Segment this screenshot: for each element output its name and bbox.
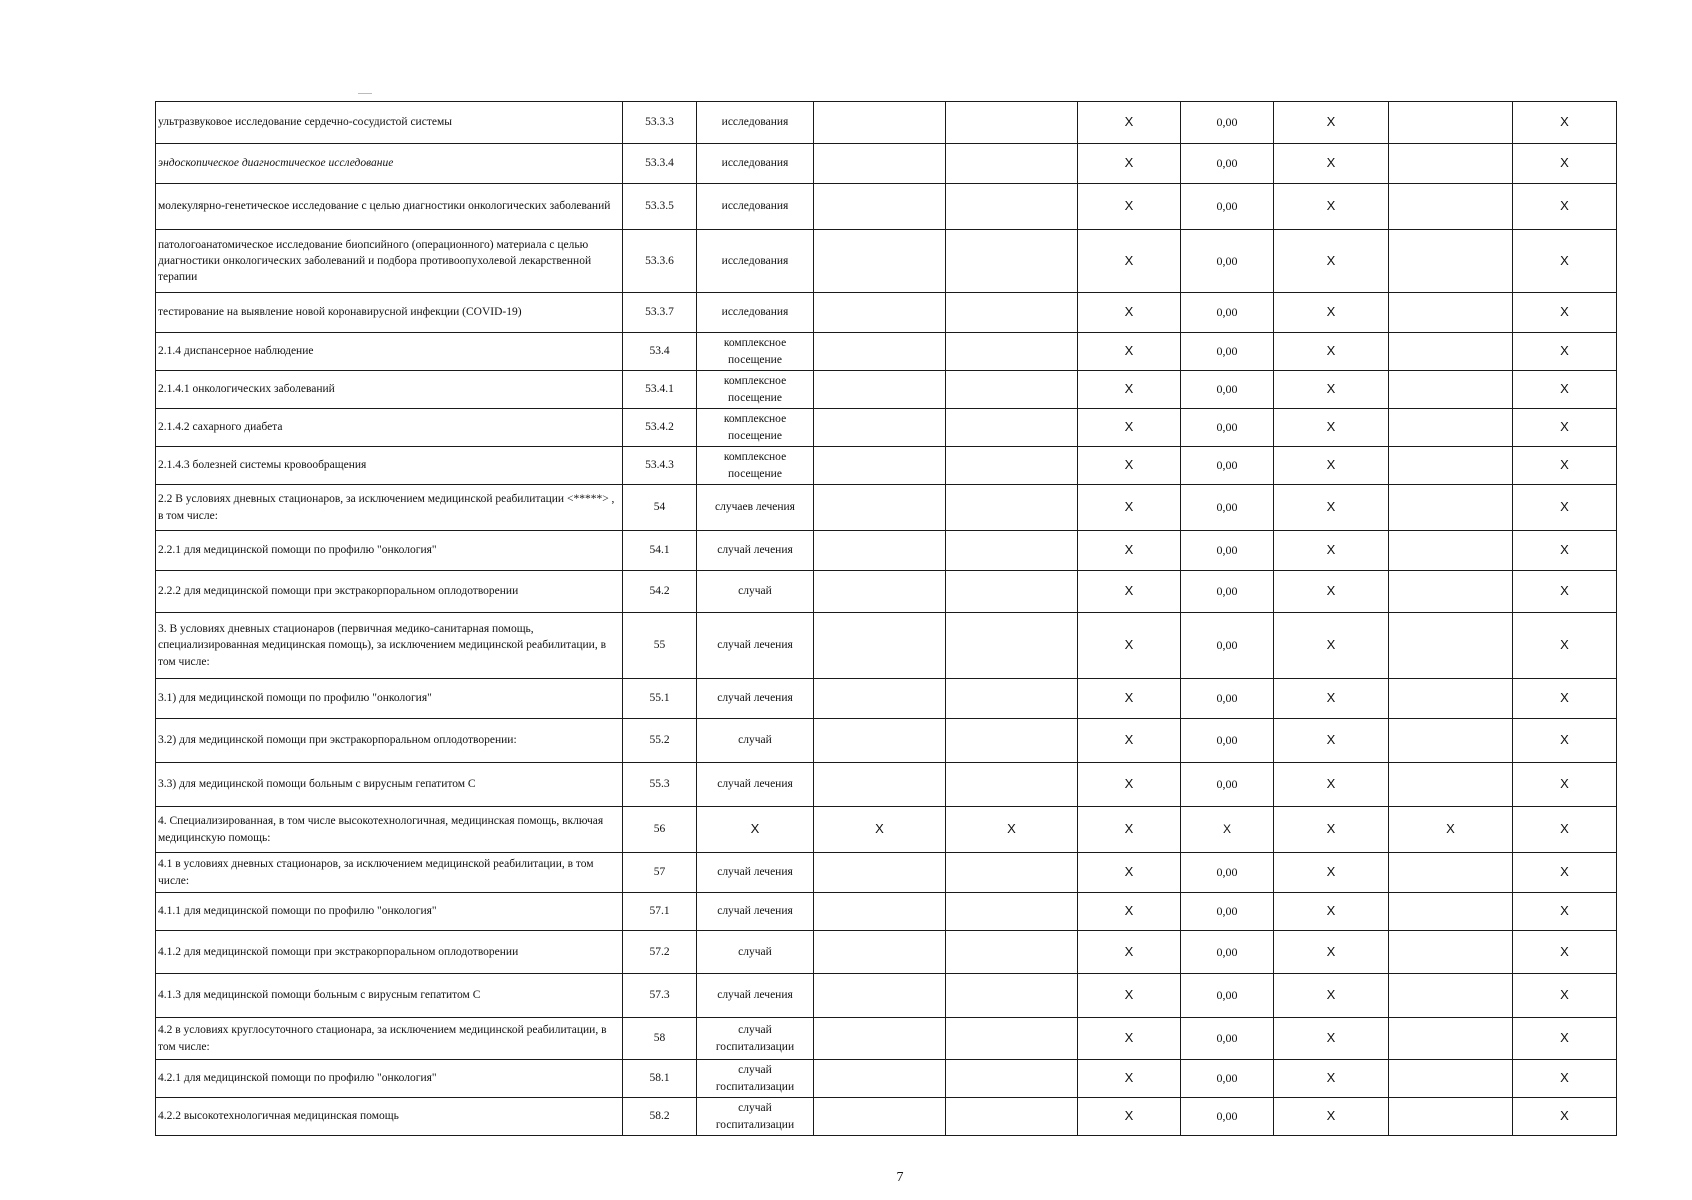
- row-col-5: X: [1274, 293, 1389, 333]
- row-col-5: X: [1274, 333, 1389, 371]
- row-col-4: X: [1181, 807, 1274, 853]
- row-col-6: [1389, 1018, 1513, 1060]
- row-unit: исследования: [697, 144, 814, 184]
- table-row: [156, 1018, 1617, 1060]
- row-col-6: [1389, 763, 1513, 807]
- row-unit: исследования: [697, 184, 814, 230]
- row-col-3: X: [1078, 807, 1181, 853]
- row-col-2: [946, 485, 1078, 531]
- row-code: 57: [623, 853, 697, 893]
- row-col-3: X: [1078, 230, 1181, 293]
- row-col-7: X: [1513, 763, 1617, 807]
- row-unit: комплексное посещение: [697, 333, 814, 371]
- row-col-5: X: [1274, 1018, 1389, 1060]
- row-col-5: X: [1274, 931, 1389, 974]
- row-name: 3.1) для медицинской помощи по профилю "онкология": [156, 679, 623, 719]
- row-col-5: X: [1274, 853, 1389, 893]
- row-col-7: X: [1513, 613, 1617, 679]
- row-col-5: X: [1274, 807, 1389, 853]
- row-col-1: [814, 447, 946, 485]
- row-col-2: X: [946, 807, 1078, 853]
- row-name: молекулярно-генетическое исследование с целью диагностики онкологических заболеваний: [156, 184, 623, 230]
- row-unit: исследования: [697, 230, 814, 293]
- row-col-2: [946, 531, 1078, 571]
- page-number: 7: [896, 1170, 904, 1185]
- row-col-7: X: [1513, 184, 1617, 230]
- row-col-3: X: [1078, 447, 1181, 485]
- row-name: патологоанатомическое исследование биопсийного (операционного) материала с целью диагностики онкологических заболеваний и подбора противоопухолевой лекарственной терапии: [156, 230, 623, 293]
- row-col-1: [814, 974, 946, 1018]
- row-col-2: [946, 230, 1078, 293]
- row-unit: исследования: [697, 102, 814, 144]
- row-col-5: X: [1274, 719, 1389, 763]
- row-col-4: 0,00: [1181, 230, 1274, 293]
- row-col-2: [946, 719, 1078, 763]
- row-col-7: X: [1513, 485, 1617, 531]
- row-col-3: X: [1078, 1060, 1181, 1098]
- row-col-7: X: [1513, 333, 1617, 371]
- row-col-2: [946, 293, 1078, 333]
- row-col-5: X: [1274, 1060, 1389, 1098]
- row-col-3: X: [1078, 1018, 1181, 1060]
- row-col-7: X: [1513, 447, 1617, 485]
- row-name: 4.2 в условиях круглосуточного стационара, за исключением медицинской реабилитации, в том числе:: [156, 1018, 623, 1060]
- row-col-3: X: [1078, 853, 1181, 893]
- row-col-2: [946, 184, 1078, 230]
- row-col-3: X: [1078, 931, 1181, 974]
- row-col-3: X: [1078, 763, 1181, 807]
- row-unit: случай лечения: [697, 974, 814, 1018]
- row-col-6: [1389, 485, 1513, 531]
- row-col-3: X: [1078, 613, 1181, 679]
- row-col-4: 0,00: [1181, 763, 1274, 807]
- row-col-4: 0,00: [1181, 571, 1274, 613]
- row-col-6: [1389, 184, 1513, 230]
- row-unit: комплексное посещение: [697, 409, 814, 447]
- row-name: эндоскопическое диагностическое исследование: [156, 144, 623, 184]
- row-col-6: [1389, 230, 1513, 293]
- row-unit: случай лечения: [697, 531, 814, 571]
- row-col-1: [814, 531, 946, 571]
- table-row: [156, 807, 1617, 853]
- row-col-1: [814, 679, 946, 719]
- row-col-3: X: [1078, 485, 1181, 531]
- row-code: 53.4: [623, 333, 697, 371]
- table-row: [156, 102, 1617, 144]
- row-unit: случай: [697, 719, 814, 763]
- row-col-3: X: [1078, 184, 1181, 230]
- row-col-5: X: [1274, 974, 1389, 1018]
- row-col-1: [814, 719, 946, 763]
- row-col-6: [1389, 571, 1513, 613]
- row-col-7: X: [1513, 409, 1617, 447]
- row-name: 2.2 В условиях дневных стационаров, за исключением медицинской реабилитации <*****> , в том числе:: [156, 485, 623, 531]
- row-name: 2.1.4 диспансерное наблюдение: [156, 333, 623, 371]
- row-unit: комплексное посещение: [697, 447, 814, 485]
- row-col-4: 0,00: [1181, 931, 1274, 974]
- row-col-7: X: [1513, 531, 1617, 571]
- row-col-5: X: [1274, 102, 1389, 144]
- row-col-6: [1389, 1060, 1513, 1098]
- row-name: 4. Специализированная, в том числе высокотехнологичная, медицинская помощь, включая медицинскую помощь:: [156, 807, 623, 853]
- row-col-5: X: [1274, 371, 1389, 409]
- row-col-1: X: [814, 807, 946, 853]
- row-col-2: [946, 679, 1078, 719]
- row-code: 53.3.6: [623, 230, 697, 293]
- row-col-2: [946, 974, 1078, 1018]
- row-col-6: [1389, 102, 1513, 144]
- row-col-3: X: [1078, 371, 1181, 409]
- row-col-6: [1389, 893, 1513, 931]
- row-code: 55.3: [623, 763, 697, 807]
- row-col-1: [814, 293, 946, 333]
- row-name: 2.1.4.1 онкологических заболеваний: [156, 371, 623, 409]
- row-name: 3.3) для медицинской помощи больным с вирусным гепатитом С: [156, 763, 623, 807]
- row-col-5: X: [1274, 184, 1389, 230]
- row-name: 3. В условиях дневных стационаров (первичная медико-санитарная помощь, специализированная медицинская помощь), за исключением медицинской реабилитации, в том числе:: [156, 613, 623, 679]
- row-col-1: [814, 371, 946, 409]
- table-row: [156, 184, 1617, 230]
- row-col-3: X: [1078, 144, 1181, 184]
- row-col-4: 0,00: [1181, 853, 1274, 893]
- row-col-2: [946, 371, 1078, 409]
- row-col-4: 0,00: [1181, 613, 1274, 679]
- row-col-1: [814, 184, 946, 230]
- row-col-3: X: [1078, 571, 1181, 613]
- table-row: [156, 144, 1617, 184]
- row-col-6: [1389, 371, 1513, 409]
- row-name: тестирование на выявление новой коронавирусной инфекции (COVID-19): [156, 293, 623, 333]
- row-col-1: [814, 613, 946, 679]
- row-name: 4.1.3 для медицинской помощи больным с вирусным гепатитом С: [156, 974, 623, 1018]
- row-col-3: X: [1078, 893, 1181, 931]
- row-col-2: [946, 144, 1078, 184]
- row-col-5: X: [1274, 485, 1389, 531]
- row-name: 2.1.4.3 болезней системы кровообращения: [156, 447, 623, 485]
- table-row: [156, 931, 1617, 974]
- row-col-4: 0,00: [1181, 1060, 1274, 1098]
- row-col-7: X: [1513, 230, 1617, 293]
- row-col-1: [814, 931, 946, 974]
- row-col-6: X: [1389, 807, 1513, 853]
- table-row: [156, 893, 1617, 931]
- row-col-3: X: [1078, 679, 1181, 719]
- table-row: [156, 763, 1617, 807]
- row-code: 55.2: [623, 719, 697, 763]
- table-row: [156, 485, 1617, 531]
- row-col-7: X: [1513, 102, 1617, 144]
- row-unit: случай лечения: [697, 763, 814, 807]
- table-row: [156, 293, 1617, 333]
- row-code: 57.2: [623, 931, 697, 974]
- row-unit: случаев лечения: [697, 485, 814, 531]
- row-col-4: 0,00: [1181, 531, 1274, 571]
- row-col-4: 0,00: [1181, 293, 1274, 333]
- row-col-4: 0,00: [1181, 371, 1274, 409]
- row-col-7: X: [1513, 1018, 1617, 1060]
- row-col-7: X: [1513, 974, 1617, 1018]
- row-col-5: X: [1274, 409, 1389, 447]
- row-col-6: [1389, 1098, 1513, 1136]
- row-col-1: [814, 409, 946, 447]
- row-col-1: [814, 144, 946, 184]
- row-col-3: X: [1078, 719, 1181, 763]
- row-col-3: X: [1078, 974, 1181, 1018]
- row-col-7: X: [1513, 293, 1617, 333]
- row-code: 57.1: [623, 893, 697, 931]
- row-code: 54.2: [623, 571, 697, 613]
- row-unit: случай: [697, 571, 814, 613]
- row-code: 53.3.5: [623, 184, 697, 230]
- row-col-4: 0,00: [1181, 719, 1274, 763]
- scan-mark: [358, 93, 372, 94]
- row-code: 53.4.2: [623, 409, 697, 447]
- row-col-6: [1389, 293, 1513, 333]
- row-code: 58.2: [623, 1098, 697, 1136]
- row-col-6: [1389, 679, 1513, 719]
- row-col-1: [814, 893, 946, 931]
- data-table: [155, 101, 1617, 1136]
- row-code: 54.1: [623, 531, 697, 571]
- row-col-7: X: [1513, 679, 1617, 719]
- row-unit: случай госпитализации: [697, 1060, 814, 1098]
- row-col-6: [1389, 531, 1513, 571]
- table-row: [156, 409, 1617, 447]
- row-col-1: [814, 1060, 946, 1098]
- row-col-2: [946, 102, 1078, 144]
- row-name: ультразвуковое исследование сердечно-сосудистой системы: [156, 102, 623, 144]
- row-col-6: [1389, 613, 1513, 679]
- row-col-2: [946, 613, 1078, 679]
- row-col-3: X: [1078, 333, 1181, 371]
- row-col-6: [1389, 853, 1513, 893]
- row-name: 4.1 в условиях дневных стационаров, за исключением медицинской реабилитации, в том числе:: [156, 853, 623, 893]
- row-col-2: [946, 447, 1078, 485]
- row-col-4: 0,00: [1181, 974, 1274, 1018]
- row-col-6: [1389, 719, 1513, 763]
- table-row: [156, 853, 1617, 893]
- row-col-1: [814, 485, 946, 531]
- row-col-5: X: [1274, 531, 1389, 571]
- row-col-7: X: [1513, 571, 1617, 613]
- row-col-2: [946, 1098, 1078, 1136]
- row-col-7: X: [1513, 371, 1617, 409]
- row-col-6: [1389, 409, 1513, 447]
- row-name: 4.1.1 для медицинской помощи по профилю "онкология": [156, 893, 623, 931]
- row-col-7: X: [1513, 1060, 1617, 1098]
- row-col-7: X: [1513, 931, 1617, 974]
- row-code: 53.4.3: [623, 447, 697, 485]
- row-col-7: X: [1513, 807, 1617, 853]
- row-code: 58.1: [623, 1060, 697, 1098]
- row-col-7: X: [1513, 853, 1617, 893]
- row-name: 4.1.2 для медицинской помощи при экстракорпоральном оплодотворении: [156, 931, 623, 974]
- table-row: [156, 679, 1617, 719]
- row-unit: X: [697, 807, 814, 853]
- row-col-5: X: [1274, 230, 1389, 293]
- row-col-2: [946, 1060, 1078, 1098]
- row-col-1: [814, 230, 946, 293]
- row-col-2: [946, 893, 1078, 931]
- row-code: 53.3.7: [623, 293, 697, 333]
- row-unit: случай госпитализации: [697, 1018, 814, 1060]
- row-code: 58: [623, 1018, 697, 1060]
- table-row: [156, 1098, 1617, 1136]
- row-col-4: 0,00: [1181, 1098, 1274, 1136]
- row-code: 55.1: [623, 679, 697, 719]
- table-row: [156, 371, 1617, 409]
- row-col-5: X: [1274, 447, 1389, 485]
- row-col-6: [1389, 144, 1513, 184]
- row-name: 3.2) для медицинской помощи при экстракорпоральном оплодотворении:: [156, 719, 623, 763]
- row-col-3: X: [1078, 1098, 1181, 1136]
- row-name: 2.2.1 для медицинской помощи по профилю "онкология": [156, 531, 623, 571]
- table-row: [156, 531, 1617, 571]
- row-col-6: [1389, 447, 1513, 485]
- row-col-4: 0,00: [1181, 184, 1274, 230]
- row-name: 2.1.4.2 сахарного диабета: [156, 409, 623, 447]
- row-code: 57.3: [623, 974, 697, 1018]
- table-row: [156, 230, 1617, 293]
- table-row: [156, 571, 1617, 613]
- row-col-4: 0,00: [1181, 144, 1274, 184]
- row-col-5: X: [1274, 1098, 1389, 1136]
- row-col-4: 0,00: [1181, 409, 1274, 447]
- row-col-4: 0,00: [1181, 1018, 1274, 1060]
- row-unit: исследования: [697, 293, 814, 333]
- row-unit: случай: [697, 931, 814, 974]
- row-unit: случай лечения: [697, 613, 814, 679]
- row-unit: случай лечения: [697, 679, 814, 719]
- table-row: [156, 447, 1617, 485]
- row-name: 2.2.2 для медицинской помощи при экстракорпоральном оплодотворении: [156, 571, 623, 613]
- row-col-2: [946, 853, 1078, 893]
- row-col-1: [814, 333, 946, 371]
- row-col-1: [814, 1098, 946, 1136]
- table-row: [156, 333, 1617, 371]
- row-col-6: [1389, 333, 1513, 371]
- row-col-2: [946, 763, 1078, 807]
- row-col-7: X: [1513, 893, 1617, 931]
- row-col-1: [814, 102, 946, 144]
- row-col-1: [814, 1018, 946, 1060]
- row-col-2: [946, 931, 1078, 974]
- row-col-5: X: [1274, 144, 1389, 184]
- row-code: 53.3.4: [623, 144, 697, 184]
- table-row: [156, 719, 1617, 763]
- table-row: [156, 613, 1617, 679]
- row-name: 4.2.2 высокотехнологичная медицинская помощь: [156, 1098, 623, 1136]
- row-col-4: 0,00: [1181, 447, 1274, 485]
- row-code: 56: [623, 807, 697, 853]
- row-col-3: X: [1078, 409, 1181, 447]
- row-col-5: X: [1274, 763, 1389, 807]
- row-col-2: [946, 571, 1078, 613]
- row-code: 54: [623, 485, 697, 531]
- row-col-7: X: [1513, 144, 1617, 184]
- row-col-2: [946, 1018, 1078, 1060]
- row-col-3: X: [1078, 102, 1181, 144]
- row-col-6: [1389, 974, 1513, 1018]
- row-unit: случай лечения: [697, 853, 814, 893]
- row-name: 4.2.1 для медицинской помощи по профилю "онкология": [156, 1060, 623, 1098]
- row-col-3: X: [1078, 531, 1181, 571]
- row-unit: случай лечения: [697, 893, 814, 931]
- row-col-6: [1389, 931, 1513, 974]
- row-unit: комплексное посещение: [697, 371, 814, 409]
- row-col-2: [946, 333, 1078, 371]
- row-col-3: X: [1078, 293, 1181, 333]
- row-col-5: X: [1274, 613, 1389, 679]
- row-col-1: [814, 853, 946, 893]
- row-col-2: [946, 409, 1078, 447]
- row-col-5: X: [1274, 679, 1389, 719]
- row-col-7: X: [1513, 1098, 1617, 1136]
- row-col-4: 0,00: [1181, 333, 1274, 371]
- row-code: 53.4.1: [623, 371, 697, 409]
- table-row: [156, 1060, 1617, 1098]
- row-col-4: 0,00: [1181, 679, 1274, 719]
- row-col-1: [814, 763, 946, 807]
- row-col-7: X: [1513, 719, 1617, 763]
- row-col-4: 0,00: [1181, 893, 1274, 931]
- row-col-5: X: [1274, 571, 1389, 613]
- row-col-4: 0,00: [1181, 102, 1274, 144]
- row-col-4: 0,00: [1181, 485, 1274, 531]
- row-unit: случай госпитализации: [697, 1098, 814, 1136]
- row-col-5: X: [1274, 893, 1389, 931]
- row-code: 55: [623, 613, 697, 679]
- row-code: 53.3.3: [623, 102, 697, 144]
- table-row: [156, 974, 1617, 1018]
- row-col-1: [814, 571, 946, 613]
